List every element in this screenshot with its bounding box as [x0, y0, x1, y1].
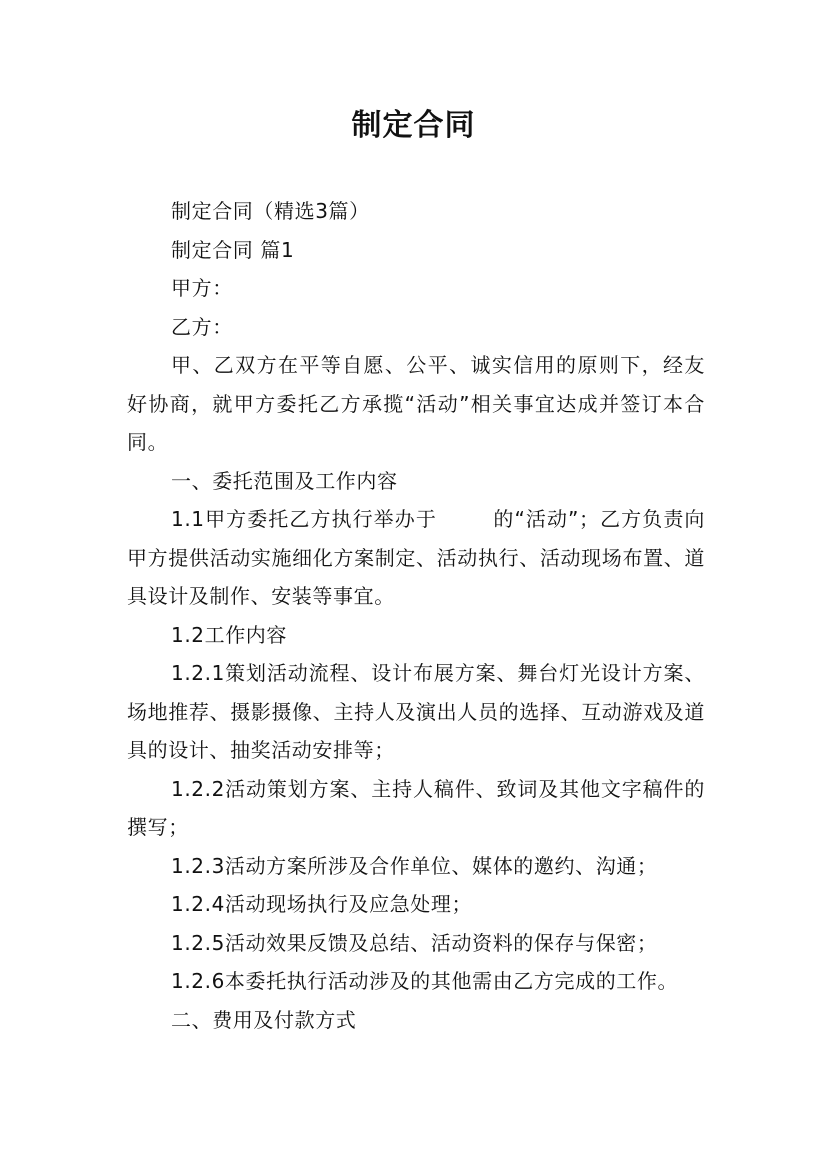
clause-heading-1: 一、委托范围及工作内容 — [171, 468, 398, 493]
section-heading-paragraph: 制定合同 篇1 — [171, 237, 295, 262]
clause-1-2-3-paragraph: 1.2.3活动方案所涉及合作单位、媒体的邀约、沟通； — [171, 853, 658, 878]
clause-1-1-text-before: 1.1甲方委托乙方执行举办于 — [171, 507, 437, 531]
clause-1-2-4-paragraph: 1.2.4活动现场执行及应急处理； — [171, 892, 473, 916]
clause-1-2-heading: 1.2工作内容 — [171, 622, 288, 647]
clause-1-2-5-paragraph: 1.2.5活动效果反馈及总结、活动资料的保存与保密； — [171, 930, 658, 955]
clause-1-2-2-paragraph: 1.2.2活动策划方案、主持人稿件、致词及其他文字稿件的撰写； — [127, 776, 705, 839]
clause-1-1-text-after: 的“活动”；乙方负责向甲方提供活动实施细化方案制定、活动执行、活动现场布置、道具设计及制作、安装等事宜。 — [127, 507, 705, 608]
party-a-line: 甲方： — [171, 276, 233, 300]
subtitle-paragraph: 制定合同（精选3篇） — [171, 199, 370, 223]
party-b-line: 乙方： — [171, 314, 233, 339]
clause-1-1-paragraph — [127, 500, 705, 616]
clause-heading-2: 二、费用及付款方式 — [171, 1007, 357, 1032]
document-body — [127, 192, 705, 1039]
clause-1-2-6-paragraph: 1.2.6本委托执行活动涉及的其他需由乙方完成的工作。 — [171, 969, 679, 993]
document-title: 制定合同 — [351, 108, 476, 143]
clause-1-2-1-paragraph: 1.2.1策划活动流程、设计布展方案、舞台灯光设计方案、场地推荐、摄影摄像、主持人及演出人员的选择、互动游戏及道具的设计、抽奖活动安排等； — [127, 661, 705, 762]
preamble-paragraph: 甲、乙双方在平等自愿、公平、诚实信用的原则下，经友好协商，就甲方委托乙方承揽“活动”相关事宜达成并签订本合同。 — [127, 353, 705, 454]
